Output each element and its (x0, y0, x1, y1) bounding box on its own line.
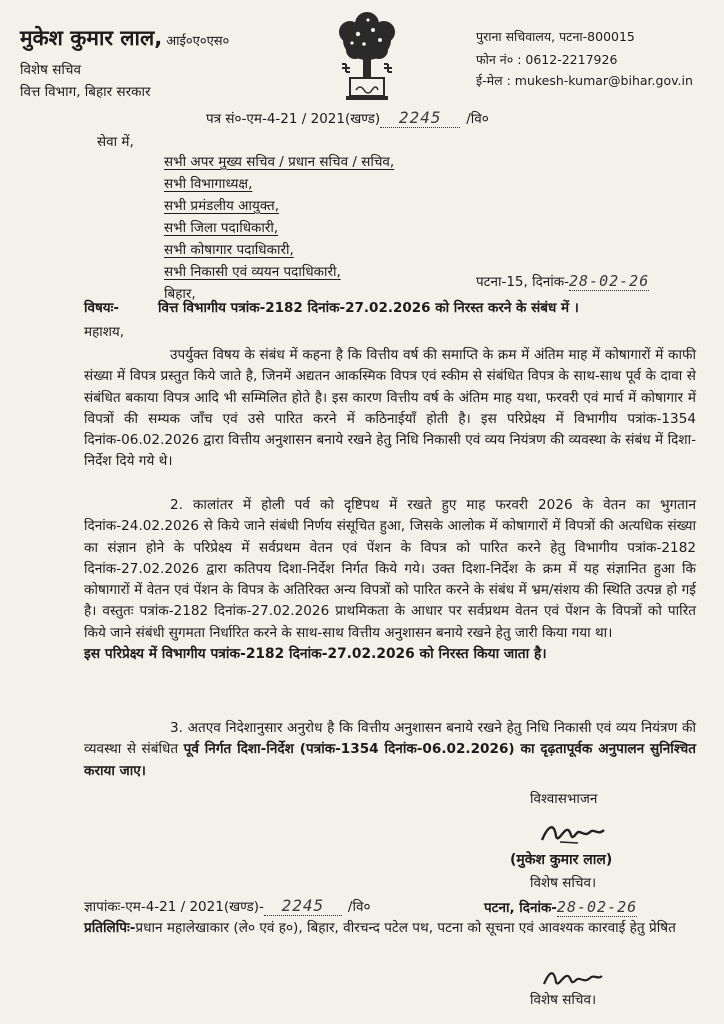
body-paragraph-3 (84, 718, 696, 782)
salutation-to: सेवा में, (97, 134, 134, 150)
place-date-label: पटना-15, दिनांक- (476, 274, 569, 290)
office-address: पुराना सचिवालय, पटना-800015 (476, 29, 635, 44)
copy-to (84, 918, 696, 939)
signature-1-icon (538, 816, 608, 852)
body-paragraph-3-text (84, 718, 696, 782)
phone-label: फोन नं० : (476, 52, 522, 67)
place-date (476, 272, 649, 290)
sender-department: वित्त विभाग, बिहार सरकार (20, 84, 151, 100)
copy-label: प्रतिलिपिः- (84, 920, 136, 936)
recipient-6: सभी निकासी एवं व्ययन पदाधिकारी, (164, 264, 341, 280)
copy-to-text (84, 918, 696, 939)
body-paragraph-1 (84, 345, 696, 473)
body-paragraph-2 (84, 495, 696, 665)
letter-number-handwritten: 2245 (380, 108, 460, 128)
memo-number-prefix: ज्ञापांकः-एम-4-21 / 2021(खण्ड)- (84, 899, 264, 915)
body-paragraph-3-start: 3. अतएव निदेशानुसार अनुरोध है कि वित्तीय अनुशासन बनाये रखने हेतु निधि निकासी एवं व्यय नियंत्रण की व्यवस्था से संबंधित (84, 720, 696, 758)
letter-number-suffix: /वि० (466, 111, 489, 127)
recipient-4: सभी जिला पदाधिकारी, (164, 220, 279, 236)
recipient-7: बिहार, (164, 286, 196, 302)
signature-designation: विशेष सचिव। (530, 875, 597, 891)
memo-number-handwritten: 2245 (264, 896, 342, 916)
letter-number-prefix: पत्र सं०-एम-4-21 / 2021(खण्ड) (206, 111, 381, 127)
memo-date-handwritten: 28-02-26 (556, 898, 638, 916)
closing-text: विश्वासभाजन (530, 791, 598, 807)
sender-service: आई०ए०एस० (166, 34, 230, 49)
handwritten-initials-icon (540, 964, 606, 992)
body-paragraph-3-bold: पूर्व निर्गत दिशा-निर्देश (पत्रांक-1354 दिनांक-06.02.2026) का दृढ़तापूर्वक अनुपालन सुनिश्चित कराया जाए। (84, 741, 696, 779)
sender-name (20, 24, 229, 52)
sender-designation: विशेष सचिव (20, 62, 81, 78)
email-line (476, 72, 693, 89)
recipient-3: सभी प्रमंडलीय आयुक्त, (164, 198, 280, 214)
recipient-2: सभी विभागाध्यक्ष, (164, 176, 253, 192)
phone-number: 0612-2217926 (525, 52, 618, 67)
place-date-handwritten: 28-02-26 (569, 272, 650, 290)
recipient-5: सभी कोषागार पदाधिकारी, (164, 242, 294, 258)
letter-number-line (206, 108, 489, 128)
email-label: ई-मेल : (476, 73, 511, 88)
subject-label: विषयः- (84, 300, 119, 316)
subject-text: वित्त विभागीय पत्रांक-2182 दिनांक-27.02.2026 को निरस्त करने के संबंध में । (158, 300, 579, 316)
memo-place-date (484, 898, 637, 916)
memo-place-date-label: पटना, दिनांक- (484, 900, 557, 916)
sender-name-text: मुकेश कुमार लाल, (20, 26, 163, 50)
copy-text: प्रधान महालेखाकार (ले० एवं ह०), बिहार, वीरचन्द पटेल पथ, पटना को सूचना एवं आवश्यक कारवाई हेतु प्रेषित (135, 920, 676, 936)
bodhi-tree-icon (328, 10, 406, 108)
memo-number-suffix: /वि० (347, 899, 371, 915)
body-paragraph-2-bold: इस परिप्रेक्ष्य में विभागीय पत्रांक-2182 दिनांक-27.02.2026 को निरस्त किया जाता है। (84, 646, 547, 663)
copy-designation: विशेष सचिव। (530, 992, 597, 1008)
greeting: महाशय, (84, 324, 125, 340)
body-paragraph-2-text: 2. कालांतर में होली पर्व को दृष्टिपथ में रखते हुए माह फरवरी 2026 के वेतन का भुगतान दिनांक-24.02.2026 से किये जाने संबंधी निर्णय संसूचित हुआ, जिसके आलोक में कोषागारों में विपत्रों की अत्यधिक संख्या का संज्ञान होने के परिप्रेक्ष्य में सर्वप्रथम वेतन एवं पेंशन के विपत्र को पारित करने हेतु विभागीय पत्रांक-2182 दिनांक-27.02.2026 द्वारा कतिपय दिशा-निर्देश निर्गत किये गये। उक्त दिशा-निर्देश के क्रम में यह संज्ञानित हुआ कि कोषागारों में वेतन एवं पेंशन के विपत्र के अतिरिक्त अन्य विपत्रों को पारित करने के संबंध में भ्रम/संशय की स्थिति उत्पन्न हो गई है। वस्तुतः पत्रांक-2182 दिनांक-27.02.2026 प्राथमिकता के आधार पर सर्वप्रथम वेतन एवं पेंशन के विपत्रों को पारित किये जाने संबंधी सुगमता निर्धारित करने के साथ-साथ वित्तीय अनुशासन बनाये रखने हेतु जारी किया गया था। (84, 497, 696, 641)
phone-line (476, 51, 617, 68)
signature-name: (मुकेश कुमार लाल) (510, 852, 613, 868)
handwritten-signature-icon (538, 816, 608, 848)
email-address: mukesh-kumar@bihar.gov.in (514, 73, 693, 88)
body-paragraph-1-text: उपर्युक्त विषय के संबंध में कहना है कि वित्तीय वर्ष की समाप्ति के क्रम में अंतिम माह में कोषागारों में काफी संख्या में विपत्र प्रस्तुत किये जाते है, जिनमें अद्यतन आकस्मिक विपत्र एवं स्कीम से संबंधित विपत्र के साथ-साथ पूर्व के दावा से संबंधित बकाया विपत्र आदि भी सम्मिलित होते है। इस कारण वित्तीय वर्ष के अंतिम माह यथा, फरवरी एवं मार्च में कोषागार में विपत्रों की सम्यक जाँच एवं उसे पारित करने में कठिनाईयाँ होती है। इस परिप्रेक्ष्य में विभागीय पत्रांक-1354 दिनांक-06.02.2026 द्वारा वित्तीय अनुशासन बनाये रखने हेतु निधि निकासी एवं व्यय नियंत्रण की व्यवस्था के संबंध में दिशा-निर्देश दिये गये थे। (84, 347, 696, 470)
memo-number-line (84, 896, 370, 916)
bihar-emblem-icon (328, 10, 406, 108)
recipient-1: सभी अपर मुख्य सचिव / प्रधान सचिव / सचिव, (164, 154, 395, 170)
